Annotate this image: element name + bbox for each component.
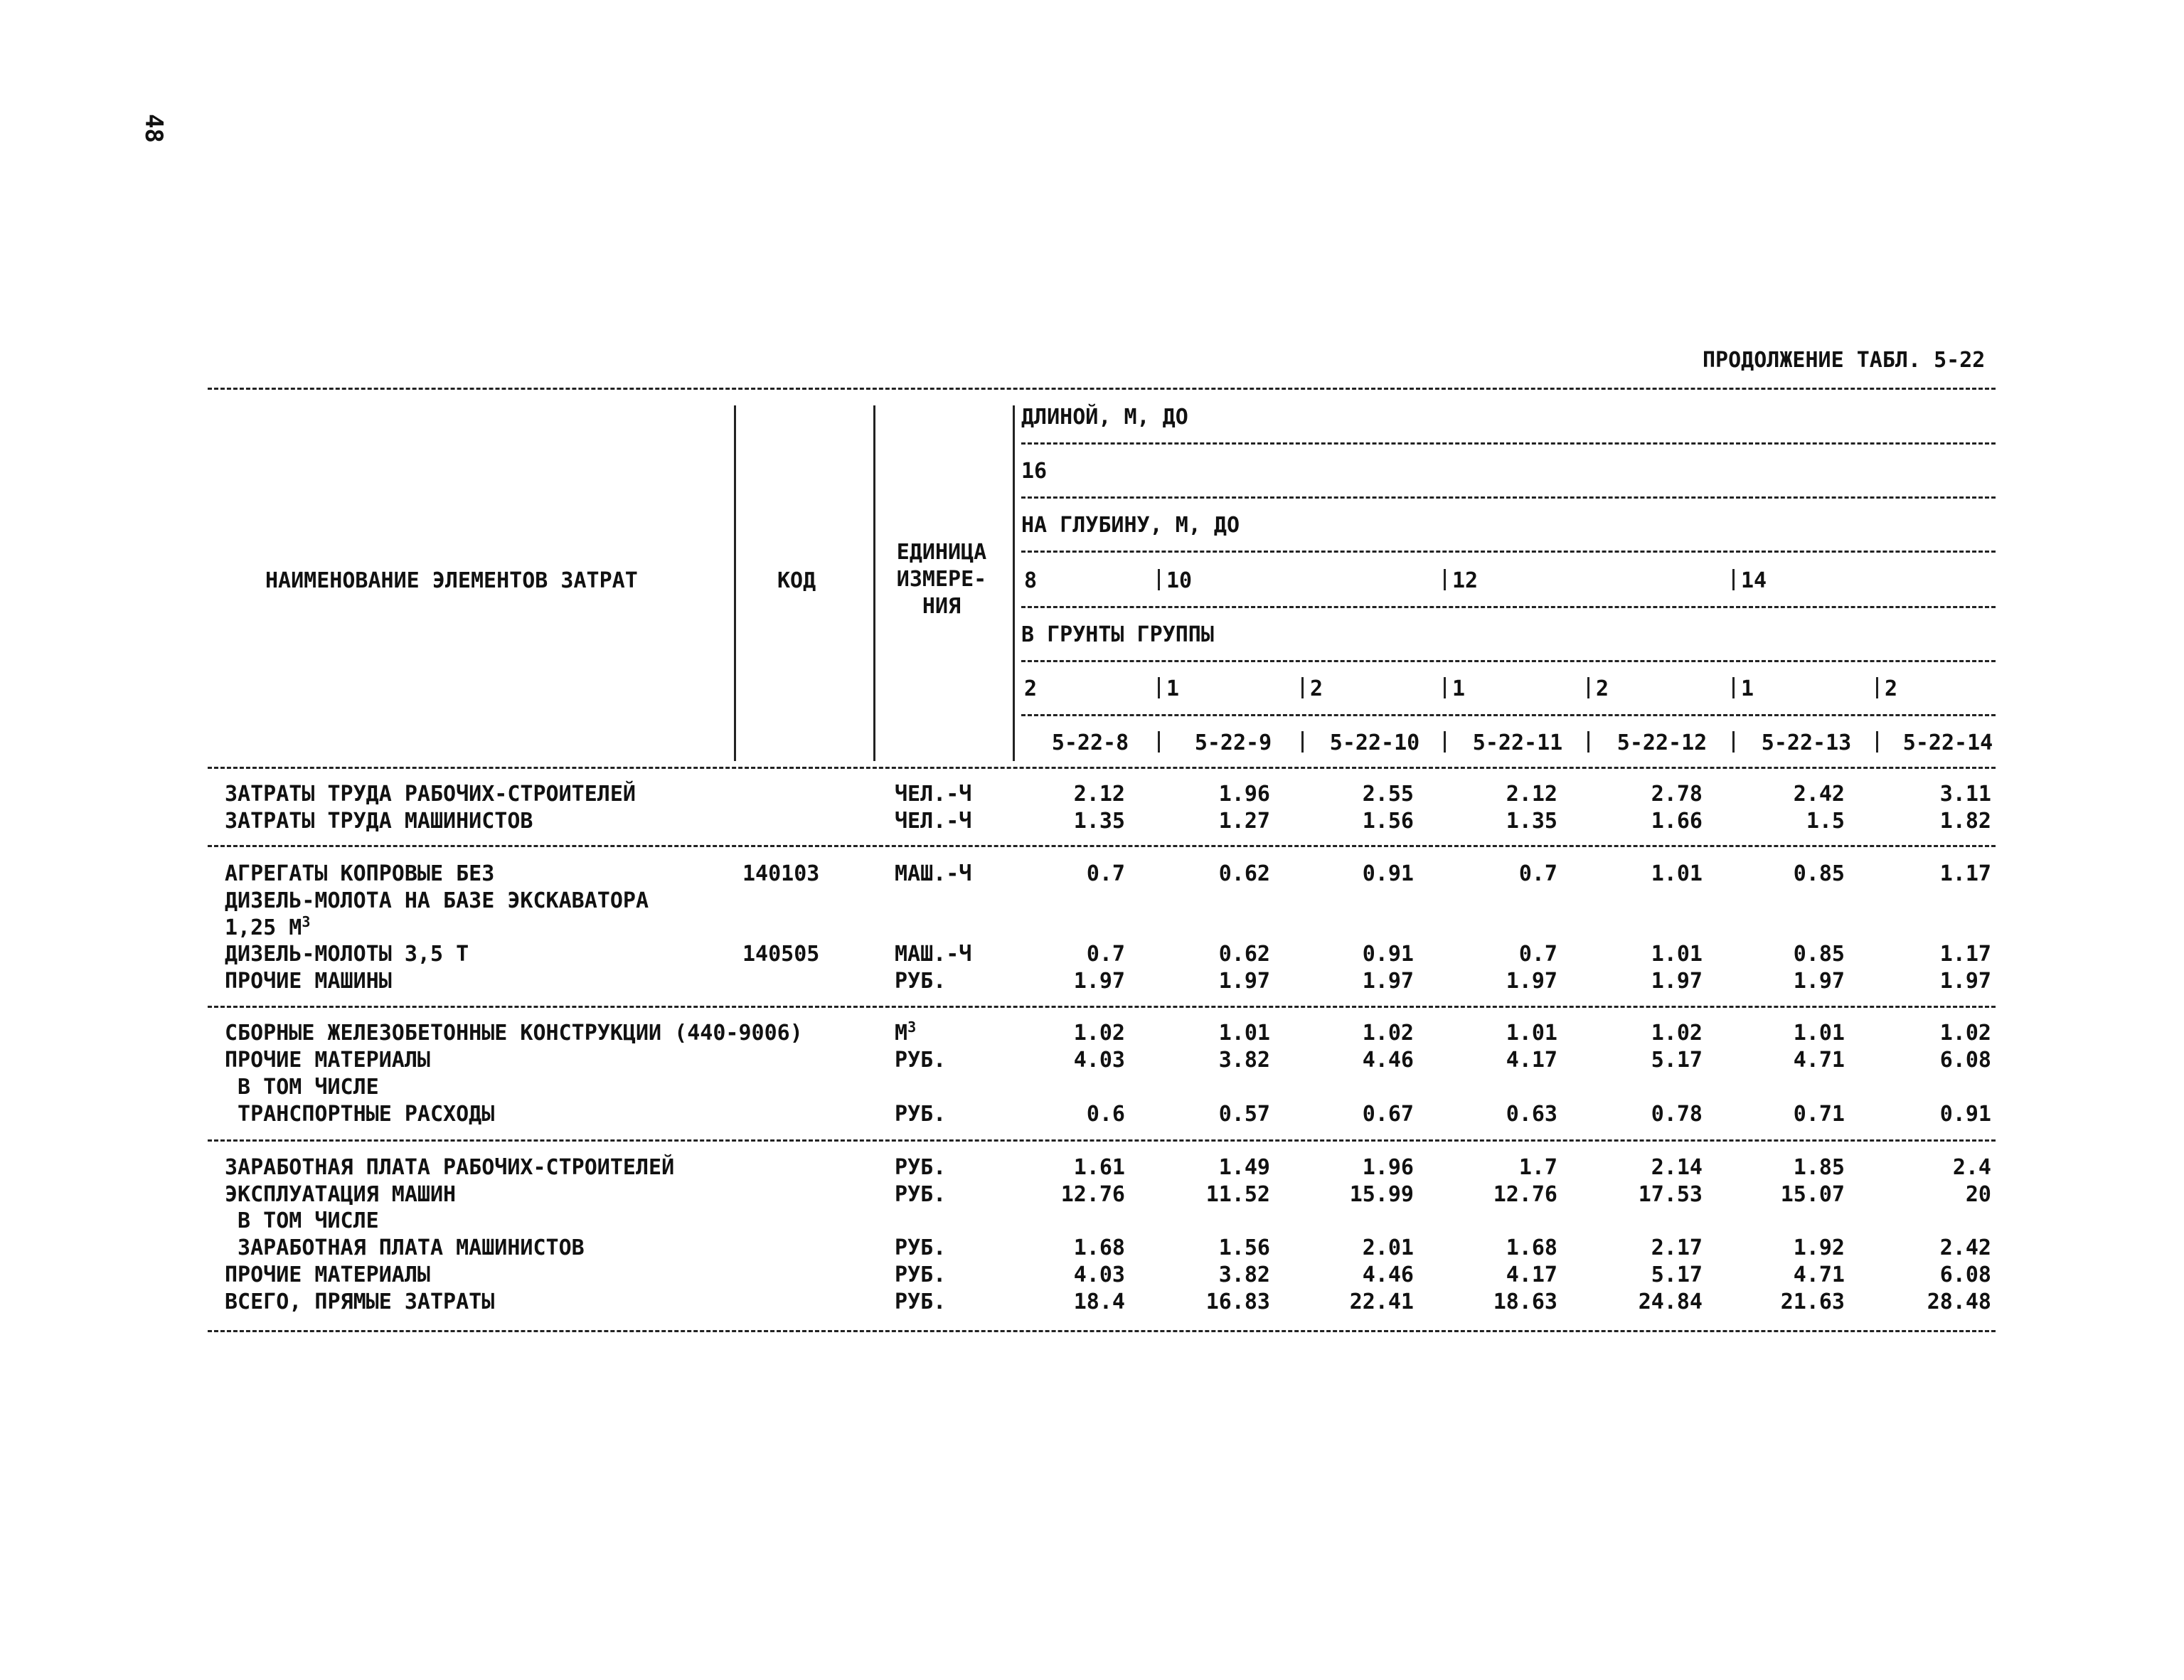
row-value: 2.01: [1362, 1235, 1414, 1260]
row-value: 1.5: [1806, 809, 1845, 834]
page-number: 48: [139, 114, 168, 143]
row-value: 1.01: [1651, 942, 1703, 967]
row-value: 2.12: [1073, 782, 1125, 807]
row-name: В ТОМ ЧИСЛЕ: [225, 1075, 379, 1100]
row-name: ПРОЧИЕ МАШИНЫ: [225, 969, 392, 994]
row-value: 12.76: [1493, 1182, 1557, 1207]
soil-group-6: 1: [1741, 676, 1754, 701]
row-value: 11.52: [1205, 1182, 1270, 1207]
row-value: 0.6: [1086, 1102, 1125, 1127]
row-value: 0.91: [1939, 1102, 1991, 1127]
row-value: 1.49: [1218, 1155, 1270, 1180]
code-divider-1: [1158, 731, 1160, 753]
header-rule-2: [1021, 496, 1996, 499]
group-rule-2: [208, 1006, 1996, 1008]
col-divider-code: [873, 405, 875, 761]
code-divider-4: [1587, 731, 1589, 753]
row-value: 4.71: [1793, 1048, 1845, 1073]
row-name: В ТОМ ЧИСЛЕ: [225, 1208, 379, 1233]
row-value: 20: [1965, 1182, 1991, 1207]
header-bottom-rule: [208, 767, 1996, 769]
row-value: 5.17: [1651, 1262, 1703, 1287]
row-value: 0.78: [1651, 1102, 1703, 1127]
soil-group-4: 1: [1452, 676, 1466, 701]
soil-group-5: 2: [1596, 676, 1609, 701]
row-unit: РУБ.: [895, 1182, 947, 1207]
row-value: 1.56: [1218, 1235, 1270, 1260]
code-5-22-10: 5-22-10: [1329, 730, 1420, 755]
row-code: 140505: [742, 942, 820, 967]
row-unit: РУБ.: [895, 969, 947, 994]
row-value: 18.4: [1073, 1290, 1125, 1314]
row-unit: ЧЕЛ.-Ч: [895, 809, 972, 834]
row-value: 1.97: [1506, 969, 1557, 994]
depth-10: 10: [1166, 568, 1193, 593]
header-rule-6: [1021, 714, 1996, 716]
row-value: 16.83: [1205, 1290, 1270, 1314]
row-name: ТРАНСПОРТНЫЕ РАСХОДЫ: [225, 1102, 495, 1127]
row-unit: РУБ.: [895, 1262, 947, 1287]
header-unit-col-2: ИЗМЕРЕ-: [896, 567, 987, 592]
soil-group-1: 2: [1024, 676, 1038, 701]
depth-divider-1: [1158, 569, 1160, 590]
row-value: 1.7: [1518, 1155, 1557, 1180]
header-length-value: 16: [1021, 459, 1048, 484]
header-unit-col-3: НИЯ: [922, 594, 962, 619]
row-value: 1.82: [1939, 809, 1991, 834]
row-name: ЭКСПЛУАТАЦИЯ МАШИН: [225, 1182, 457, 1207]
depth-8: 8: [1024, 568, 1038, 593]
row-value: 4.03: [1073, 1262, 1125, 1287]
row-value: 2.14: [1651, 1155, 1703, 1180]
row-name: ДИЗЕЛЬ-МОЛОТА НА БАЗЕ ЭКСКАВАТОРА: [225, 888, 649, 913]
row-value: 4.46: [1362, 1262, 1414, 1287]
continuation-title: ПРОДОЛЖЕНИЕ ТАБЛ. 5-22: [1703, 348, 1986, 373]
row-value: 0.7: [1086, 861, 1125, 886]
row-value: 5.17: [1651, 1048, 1703, 1073]
group-rule-3: [208, 1139, 1996, 1142]
row-value: 1.02: [1939, 1021, 1991, 1046]
code-5-22-11: 5-22-11: [1472, 730, 1563, 755]
row-value: 1.68: [1506, 1235, 1557, 1260]
row-value: 12.76: [1060, 1182, 1125, 1207]
row-value: 3.82: [1218, 1048, 1270, 1073]
row-value: 1.92: [1793, 1235, 1845, 1260]
row-value: 0.91: [1362, 861, 1414, 886]
row-unit: РУБ.: [895, 1155, 947, 1180]
row-value: 1.27: [1218, 809, 1270, 834]
soil-divider-2: [1301, 677, 1304, 698]
row-name: ЗАРАБОТНАЯ ПЛАТА РАБОЧИХ-СТРОИТЕЛЕЙ: [225, 1155, 675, 1180]
code-divider-6: [1876, 731, 1878, 753]
row-value: 2.55: [1362, 782, 1414, 807]
row-value: 1.01: [1651, 861, 1703, 886]
row-name: ЗАТРАТЫ ТРУДА РАБОЧИХ-СТРОИТЕЛЕЙ: [225, 782, 636, 807]
header-unit-col-1: ЕДИНИЦА: [896, 540, 987, 565]
row-value: 0.71: [1793, 1102, 1845, 1127]
row-value: 1.97: [1793, 969, 1845, 994]
soil-group-2: 1: [1166, 676, 1180, 701]
row-value: 0.7: [1518, 942, 1557, 967]
row-value: 6.08: [1939, 1048, 1991, 1073]
header-length-label: ДЛИНОЙ, М, ДО: [1021, 405, 1188, 430]
row-value: 1.02: [1651, 1021, 1703, 1046]
row-unit: РУБ.: [895, 1102, 947, 1127]
row-code: 140103: [742, 861, 820, 886]
row-value: 0.85: [1793, 861, 1845, 886]
row-value: 1.66: [1651, 809, 1703, 834]
soil-group-3: 2: [1310, 676, 1323, 701]
row-unit: $М^3$: [895, 1019, 917, 1046]
depth-14: 14: [1741, 568, 1767, 593]
soil-divider-5: [1732, 677, 1735, 698]
row-unit-superscript: 3: [907, 1019, 917, 1036]
row-value: 0.7: [1518, 861, 1557, 886]
row-value: 24.84: [1638, 1290, 1703, 1314]
row-value: 0.62: [1218, 942, 1270, 967]
row-name-superscript: 3: [302, 913, 311, 930]
row-name: ЗАРАБОТНАЯ ПЛАТА МАШИНИСТОВ: [225, 1235, 585, 1260]
soil-divider-4: [1587, 677, 1589, 698]
row-value: 15.99: [1349, 1182, 1414, 1207]
row-value: 22.41: [1349, 1290, 1414, 1314]
row-value: 1.02: [1362, 1021, 1414, 1046]
row-value: 1.97: [1939, 969, 1991, 994]
row-value: 1.35: [1073, 809, 1125, 834]
code-divider-3: [1444, 731, 1446, 753]
row-unit: МАШ.-Ч: [895, 861, 972, 886]
row-name: 1,25 $М^3$: [225, 913, 311, 940]
row-value: 1.97: [1362, 969, 1414, 994]
code-5-22-13: 5-22-13: [1761, 730, 1852, 755]
row-value: 1.97: [1218, 969, 1270, 994]
row-value: 1.17: [1939, 861, 1991, 886]
row-value: 28.48: [1927, 1290, 1991, 1314]
row-value: 0.62: [1218, 861, 1270, 886]
header-code-col: КОД: [777, 568, 816, 593]
row-value: 4.17: [1506, 1262, 1557, 1287]
group-rule-1: [208, 845, 1996, 847]
row-value: 1.01: [1506, 1021, 1557, 1046]
row-value: 1.85: [1793, 1155, 1845, 1180]
row-value: 17.53: [1638, 1182, 1703, 1207]
code-5-22-12: 5-22-12: [1616, 730, 1708, 755]
row-value: 2.12: [1506, 782, 1557, 807]
soil-divider-1: [1158, 677, 1160, 698]
row-value: 0.57: [1218, 1102, 1270, 1127]
header-rule-5: [1021, 660, 1996, 662]
row-value: 1.01: [1793, 1021, 1845, 1046]
row-value: 0.7: [1086, 942, 1125, 967]
row-value: 6.08: [1939, 1262, 1991, 1287]
row-value: 1.02: [1073, 1021, 1125, 1046]
depth-12: 12: [1452, 568, 1479, 593]
row-value: 2.42: [1793, 782, 1845, 807]
row-value: 18.63: [1493, 1290, 1557, 1314]
row-unit: РУБ.: [895, 1290, 947, 1314]
row-value: 1.68: [1073, 1235, 1125, 1260]
row-name: СБОРНЫЕ ЖЕЛЕЗОБЕТОННЫЕ КОНСТРУКЦИИ (440-9006): [225, 1021, 803, 1046]
code-5-22-8: 5-22-8: [1051, 730, 1129, 755]
row-value: 0.63: [1506, 1102, 1557, 1127]
row-value: 1.96: [1362, 1155, 1414, 1180]
depth-divider-3: [1732, 569, 1735, 590]
row-name: ЗАТРАТЫ ТРУДА МАШИНИСТОВ: [225, 809, 533, 834]
row-value: 1.01: [1218, 1021, 1270, 1046]
bottom-rule: [208, 1330, 1996, 1332]
row-name: ДИЗЕЛЬ-МОЛОТЫ 3,5 Т: [225, 942, 469, 967]
row-value: 1.56: [1362, 809, 1414, 834]
row-value: 21.63: [1780, 1290, 1845, 1314]
soil-divider-3: [1444, 677, 1446, 698]
row-unit: МАШ.-Ч: [895, 942, 972, 967]
row-value: 1.61: [1073, 1155, 1125, 1180]
header-rule-1: [1021, 442, 1996, 445]
row-name: ВСЕГО, ПРЯМЫЕ ЗАТРАТЫ: [225, 1290, 495, 1314]
header-name-col: НАИМЕНОВАНИЕ ЭЛЕМЕНТОВ ЗАТРАТ: [265, 568, 638, 593]
header-depth-label: НА ГЛУБИНУ, М, ДО: [1021, 513, 1240, 538]
soil-divider-6: [1876, 677, 1878, 698]
top-rule: [208, 388, 1996, 390]
col-divider-name: [734, 405, 736, 761]
row-value: 2.17: [1651, 1235, 1703, 1260]
row-value: 1.35: [1506, 809, 1557, 834]
row-value: 4.46: [1362, 1048, 1414, 1073]
row-value: 0.85: [1793, 942, 1845, 967]
code-divider-5: [1732, 731, 1735, 753]
row-unit: ЧЕЛ.-Ч: [895, 782, 972, 807]
row-unit: РУБ.: [895, 1048, 947, 1073]
row-value: 1.97: [1651, 969, 1703, 994]
depth-divider-2: [1444, 569, 1446, 590]
row-unit: РУБ.: [895, 1235, 947, 1260]
soil-group-7: 2: [1885, 676, 1898, 701]
row-value: 4.71: [1793, 1262, 1845, 1287]
row-value: 3.82: [1218, 1262, 1270, 1287]
row-value: 3.11: [1939, 782, 1991, 807]
row-value: 2.4: [1952, 1155, 1991, 1180]
code-divider-2: [1301, 731, 1304, 753]
row-value: 0.67: [1362, 1102, 1414, 1127]
row-value: 2.42: [1939, 1235, 1991, 1260]
col-divider-unit: [1013, 405, 1015, 761]
row-value: 0.91: [1362, 942, 1414, 967]
header-rule-3: [1021, 551, 1996, 553]
row-name: ПРОЧИЕ МАТЕРИАЛЫ: [225, 1048, 430, 1073]
row-name: АГРЕГАТЫ КОПРОВЫЕ БЕЗ: [225, 861, 495, 886]
row-value: 1.96: [1218, 782, 1270, 807]
row-value: 2.78: [1651, 782, 1703, 807]
row-value: 15.07: [1780, 1182, 1845, 1207]
row-value: 1.97: [1073, 969, 1125, 994]
row-name: ПРОЧИЕ МАТЕРИАЛЫ: [225, 1262, 430, 1287]
header-soil-label: В ГРУНТЫ ГРУППЫ: [1021, 622, 1214, 647]
row-value: 1.17: [1939, 942, 1991, 967]
row-value: 4.17: [1506, 1048, 1557, 1073]
code-5-22-9: 5-22-9: [1194, 730, 1272, 755]
code-5-22-14: 5-22-14: [1902, 730, 1993, 755]
row-value: 4.03: [1073, 1048, 1125, 1073]
header-rule-4: [1021, 606, 1996, 608]
